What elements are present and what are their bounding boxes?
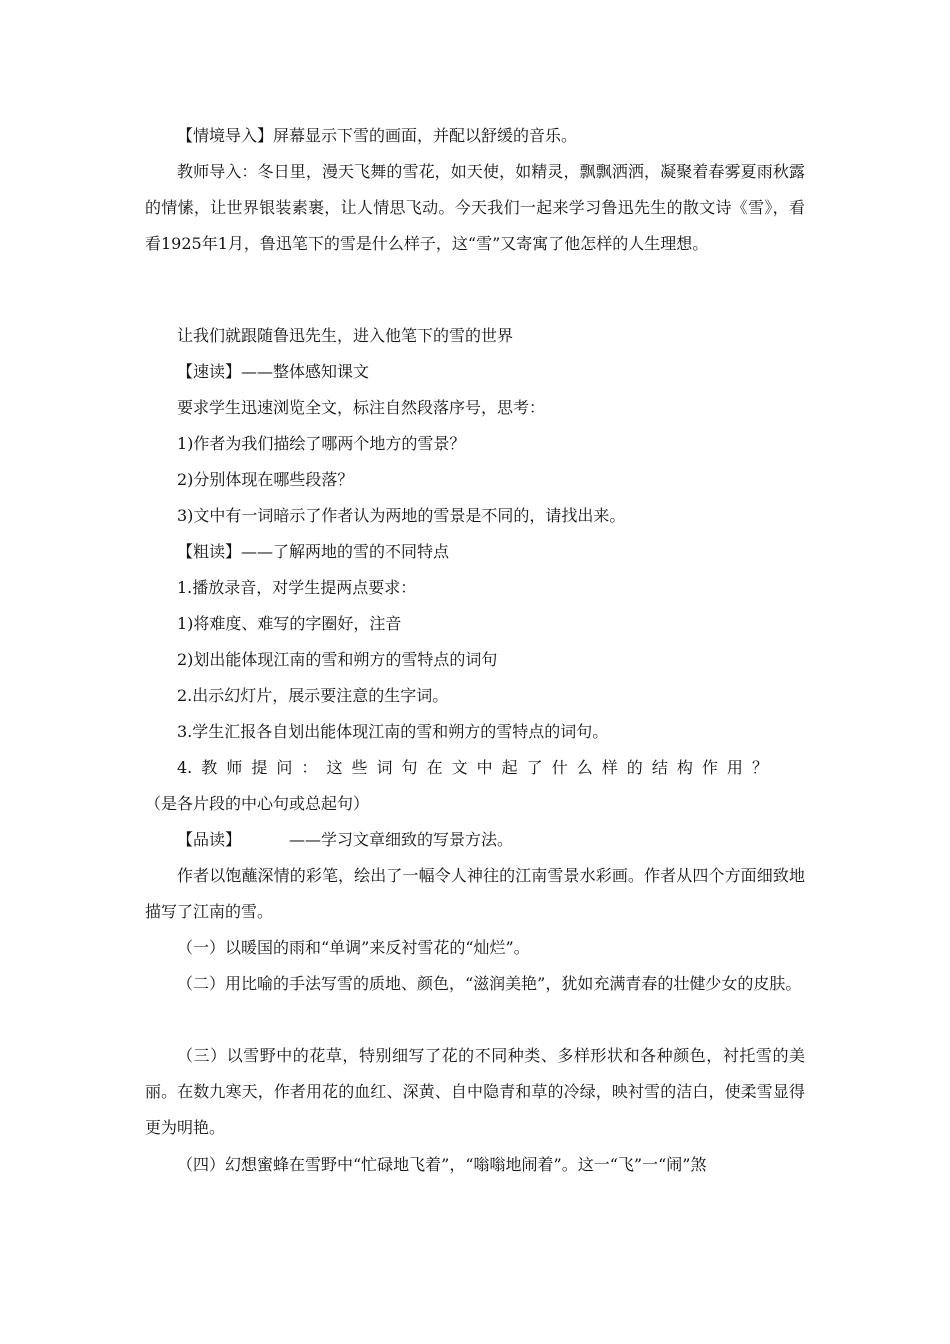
close-reading-topic: ——学习文章细致的写景方法。 [289, 830, 514, 849]
step-1: 1.播放录音，对学生提两点要求： [177, 578, 417, 597]
step-3: 3.学生汇报各自划出能体现江南的雪和朔方的雪特点的词句。 [177, 722, 609, 741]
step-2: 2.出示幻灯片，展示要注意的生字词。 [177, 686, 449, 705]
point-4: （四）幻想蜜蜂在雪野中“忙碌地飞着”，“嗡嗡地闹着”。这一“飞”一“闹”煞 [177, 1155, 707, 1174]
close-reading-label: 【品读】 [177, 830, 242, 849]
lead-in-sentence: 让我们就跟随鲁迅先生，进入他笔下的雪的世界 [177, 326, 514, 345]
step-4-question: 4.教师提问：这些词句在文中起了什么样的结构作用？ [177, 758, 777, 777]
close-reading-heading [145, 822, 805, 858]
speed-reading-instruction: 要求学生迅速浏览全文，标注自然段落序号，思考： [177, 398, 546, 417]
close-reading-summary: 作者以饱蘸深情的彩笔，绘出了一幅令人神往的江南雪景水彩画。作者从四个方面细致地描写了江南的雪。 [145, 866, 805, 921]
rough-reading-heading: 【粗读】——了解两地的雪的不同特点 [177, 542, 450, 561]
point-2: （二）用比喻的手法写雪的质地、颜色，“滋润美艳”，犹如充满青春的壮健少女的皮肤。 [177, 974, 802, 993]
step-1-requirement-2: 2)划出能体现江南的雪和朔方的雪特点的词句 [177, 650, 498, 669]
speed-reading-heading: 【速读】——整体感知课文 [177, 362, 370, 381]
question-2: 2)分别体现在哪些段落？ [177, 470, 354, 489]
question-3: 3)文中有一词暗示了作者认为两地的雪景是不同的，请找出来。 [177, 506, 626, 525]
situation-intro: 【情境导入】屏幕显示下雪的画面，并配以舒缓的音乐。 [177, 126, 578, 145]
point-1: （一）以暖国的雨和“单调”来反衬雪花的“灿烂”。 [177, 938, 530, 957]
point-3: （三）以雪野中的花草，特别细写了花的不同种类、多样形状和各种颜色，衬托雪的美丽。在数九寒天，作者用花的血红、深黄、自中隐青和草的冷绿，映衬雪的洁白，使柔雪显得更为明艳。 [145, 1046, 805, 1137]
teacher-intro: 教师导入：冬日里，漫天飞舞的雪花，如天使，如精灵，飘飘洒洒，凝聚着春雾夏雨秋露的情愫，让世界银装素裹，让人情思飞动。今天我们一起来学习鲁迅先生的散文诗《雪》，看看1925年1月，鲁迅笔下的雪是什么样子，这“雪”又寄寓了他怎样的人生理想。 [145, 162, 805, 253]
step-1-requirement-1: 1)将难度、难写的字圈好，注音 [177, 614, 402, 633]
step-4-answer: （是各片段的中心句或总起句） [145, 794, 370, 813]
question-1: 1)作者为我们描绘了哪两个地方的雪景？ [177, 434, 466, 453]
step-4 [145, 750, 805, 822]
